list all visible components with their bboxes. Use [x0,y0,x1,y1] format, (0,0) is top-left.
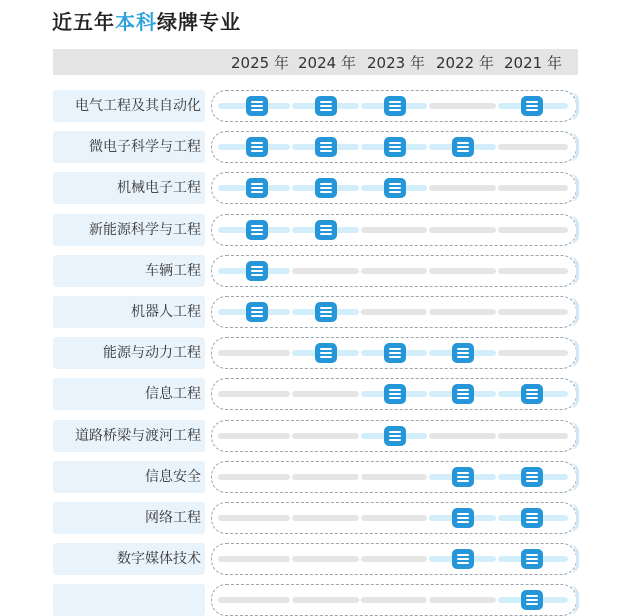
major-label-box [53,296,205,328]
major-name: 能源与动力工程 [103,345,201,361]
major-row [53,296,578,328]
major-row [53,172,578,204]
year-segment [361,227,428,233]
year-segment [292,391,359,397]
major-row [53,502,578,534]
year-segment [292,474,359,480]
year-segment [292,433,359,439]
major-row [53,584,578,616]
year-segment [498,268,569,274]
year-header: 2024 年 [298,54,356,72]
year-segment [361,556,428,562]
list-icon [246,178,268,198]
major-row [53,461,578,493]
year-segment [361,309,428,315]
title-suffix: 绿牌专业 [157,10,241,34]
list-icon [246,96,268,116]
list-icon [452,384,474,404]
year-segment [498,227,569,233]
year-segment [498,350,569,356]
major-row [53,543,578,575]
major-label-box [53,255,205,287]
list-icon [246,137,268,157]
year-header: 2022 年 [436,54,494,72]
major-name: 新能源科学与工程 [89,222,201,238]
list-icon [521,590,543,610]
year-segment [429,227,496,233]
list-icon [315,302,337,322]
major-label-box [53,502,205,534]
year-track [211,131,577,163]
list-icon [315,178,337,198]
major-name: 信息安全 [145,469,201,485]
year-segment [498,433,569,439]
year-segment [218,350,290,356]
list-icon [246,261,268,281]
list-icon [521,549,543,569]
year-segment [429,433,496,439]
major-label-box [53,378,205,410]
major-label-box [53,214,205,246]
list-icon [246,220,268,240]
year-segment [218,515,290,521]
list-icon [521,508,543,528]
list-icon [452,137,474,157]
year-segment [429,597,496,603]
major-name: 信息工程 [145,386,201,402]
list-icon [384,96,406,116]
year-track [211,420,577,452]
list-icon [521,384,543,404]
year-segment [218,474,290,480]
list-icon [452,343,474,363]
list-icon [384,343,406,363]
major-name: 电气工程及其自动化 [75,98,201,114]
major-label-box [53,543,205,575]
major-name: 道路桥梁与渡河工程 [75,428,201,444]
list-icon [452,467,474,487]
major-name: 车辆工程 [145,263,201,279]
year-segment [218,597,290,603]
year-track [211,502,577,534]
major-row [53,420,578,452]
year-track [211,214,577,246]
year-track [211,584,577,616]
year-segment [361,597,428,603]
major-row [53,214,578,246]
year-header: 2023 年 [367,54,425,72]
major-label-box [53,131,205,163]
year-segment [292,268,359,274]
list-icon [315,137,337,157]
major-row [53,131,578,163]
year-segment [361,474,428,480]
major-label-box [53,90,205,122]
year-segment [429,103,496,109]
list-icon [452,508,474,528]
major-label-box [53,584,205,616]
title-highlight: 本科 [115,10,157,34]
year-segment [498,309,569,315]
major-label-box [53,337,205,369]
year-track [211,296,577,328]
year-segment [498,144,569,150]
year-segment [429,185,496,191]
year-track [211,172,577,204]
list-icon [384,137,406,157]
major-label-box [53,420,205,452]
list-icon [452,549,474,569]
year-segment [429,309,496,315]
major-name: 微电子科学与工程 [89,139,201,155]
major-row [53,378,578,410]
year-segment [292,556,359,562]
year-track [211,90,577,122]
major-label-box [53,461,205,493]
major-name: 网络工程 [145,510,201,526]
list-icon [315,96,337,116]
year-track [211,543,577,575]
major-name: 数字媒体技术 [117,551,201,567]
title-prefix: 近五年 [52,10,115,34]
list-icon [384,178,406,198]
list-icon [246,302,268,322]
year-track [211,337,577,369]
list-icon [384,426,406,446]
year-segment [361,268,428,274]
year-segment [429,268,496,274]
major-name: 机器人工程 [131,304,201,320]
major-row [53,337,578,369]
year-segment [292,597,359,603]
year-segment [498,185,569,191]
year-segment [218,556,290,562]
year-track [211,461,577,493]
major-name: 机械电子工程 [117,180,201,196]
year-header: 2025 年 [231,54,289,72]
year-track [211,378,577,410]
list-icon [315,220,337,240]
year-segment [292,515,359,521]
year-track [211,255,577,287]
major-label-box [53,172,205,204]
list-icon [315,343,337,363]
page-title [52,6,241,35]
list-icon [384,384,406,404]
year-header: 2021 年 [504,54,562,72]
year-segment [361,515,428,521]
year-segment [218,433,290,439]
list-icon [521,467,543,487]
major-row [53,255,578,287]
major-row [53,90,578,122]
list-icon [521,96,543,116]
year-segment [218,391,290,397]
